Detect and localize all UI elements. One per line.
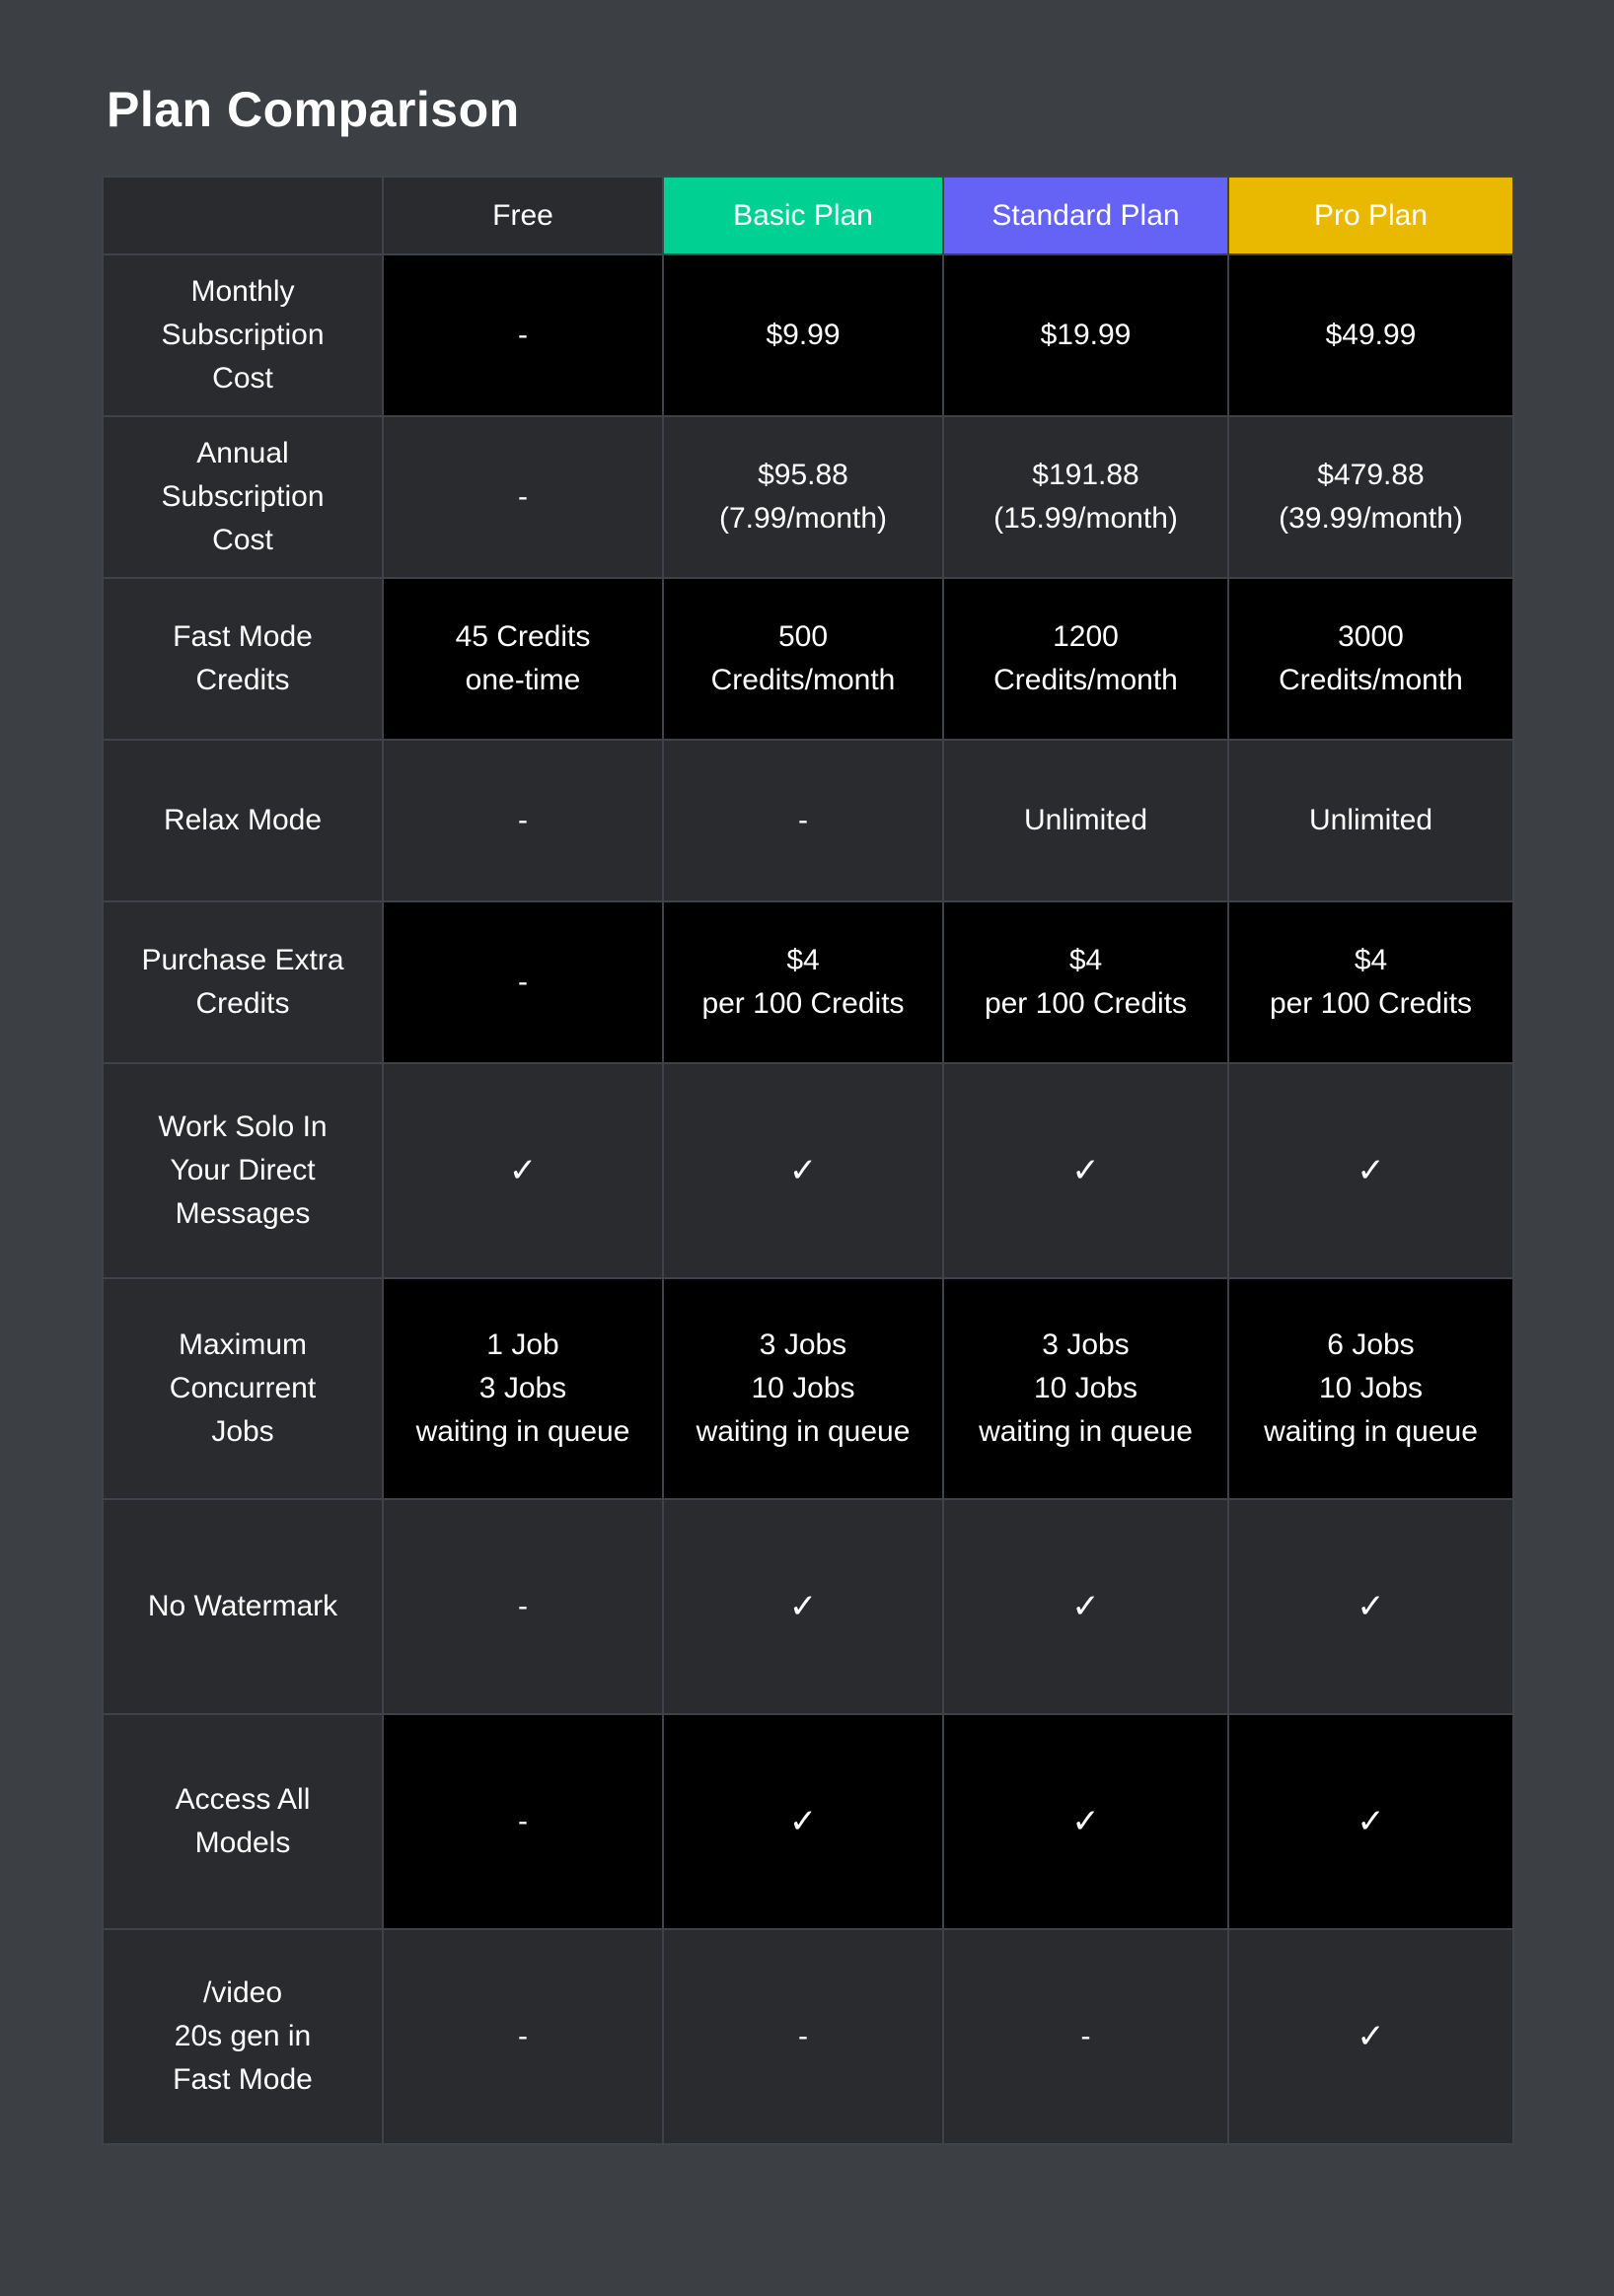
cell-value: 6 Jobs <box>1327 1328 1415 1361</box>
cell-pro <box>1228 740 1513 901</box>
cell-value: $479.88 <box>1317 459 1425 491</box>
cell-value: 10 Jobs <box>1033 1372 1138 1404</box>
feature-label-line: Work Solo In <box>158 1111 328 1143</box>
table-row <box>103 1063 1513 1278</box>
cell-value: (7.99/month) <box>718 502 888 535</box>
cell-value: 3 Jobs <box>759 1328 847 1361</box>
header-pro-plan: Pro Plan <box>1228 177 1513 254</box>
checkmark-icon: ✓ <box>1357 1588 1385 1625</box>
cell-value: 10 Jobs <box>1318 1372 1424 1404</box>
cell-value: $191.88 <box>1032 459 1139 491</box>
cell-free <box>383 254 663 416</box>
cell-standard <box>943 416 1228 578</box>
cell-value: 1 Job <box>486 1328 559 1361</box>
table-row <box>103 740 1513 901</box>
feature-label-line: Purchase Extra <box>141 944 344 976</box>
cell-value: Credits/month <box>993 664 1178 696</box>
feature-label <box>103 1278 383 1499</box>
cell-value: - <box>798 2020 808 2052</box>
cell-basic <box>663 1714 943 1929</box>
cell-value: 10 Jobs <box>751 1372 855 1404</box>
feature-label-line: 20s gen in <box>174 2020 312 2052</box>
cell-value: - <box>518 480 528 513</box>
feature-label-line: Cost <box>212 362 273 395</box>
cell-value: $95.88 <box>758 459 848 491</box>
cell-value: 1200 <box>1053 620 1119 653</box>
cell-value: 45 Credits <box>455 620 591 653</box>
header-free: Free <box>383 177 663 254</box>
cell-value: per 100 Credits <box>1269 987 1473 1020</box>
cell-basic <box>663 1063 943 1278</box>
feature-label-line: Fast Mode <box>173 620 313 653</box>
cell-value: 3 Jobs <box>478 1372 567 1404</box>
cell-value: - <box>518 1805 528 1837</box>
feature-label-line: Monthly <box>190 275 295 308</box>
cell-standard <box>943 578 1228 740</box>
feature-label-line: Subscription <box>161 480 325 513</box>
checkmark-icon: ✓ <box>1357 1152 1385 1189</box>
cell-standard <box>943 1278 1228 1499</box>
cell-value: - <box>518 966 528 998</box>
feature-label-line: Your Direct <box>170 1154 316 1186</box>
feature-label-line: /video <box>202 1976 283 2009</box>
cell-pro <box>1228 1714 1513 1929</box>
feature-label-line: Credits <box>195 987 290 1020</box>
cell-value: - <box>518 1590 528 1622</box>
cell-free <box>383 416 663 578</box>
cell-value: (15.99/month) <box>993 502 1178 535</box>
cell-value: - <box>518 319 528 351</box>
feature-label <box>103 901 383 1063</box>
cell-free <box>383 1278 663 1499</box>
checkmark-icon: ✓ <box>1071 1152 1100 1189</box>
checkmark-icon: ✓ <box>1071 1803 1100 1840</box>
cell-basic <box>663 1929 943 2144</box>
feature-label-line: Messages <box>175 1197 311 1230</box>
cell-value: per 100 Credits <box>984 987 1188 1020</box>
cell-free <box>383 1714 663 1929</box>
table-row <box>103 901 1513 1063</box>
cell-basic <box>663 901 943 1063</box>
feature-label <box>103 1929 383 2144</box>
cell-pro <box>1228 254 1513 416</box>
checkmark-icon: ✓ <box>788 1588 818 1625</box>
checkmark-icon: ✓ <box>1357 1803 1385 1840</box>
feature-label <box>103 740 383 901</box>
cell-value: (39.99/month) <box>1279 502 1463 535</box>
feature-label-line: Fast Mode <box>173 2063 313 2096</box>
feature-label <box>103 1499 383 1714</box>
header-feature-cell <box>103 177 383 254</box>
cell-pro <box>1228 416 1513 578</box>
cell-value: per 100 Credits <box>701 987 905 1020</box>
cell-basic <box>663 1278 943 1499</box>
cell-value: waiting in queue <box>1264 1415 1478 1448</box>
cell-standard <box>943 1714 1228 1929</box>
checkmark-icon: ✓ <box>1357 2018 1385 2055</box>
checkmark-icon: ✓ <box>508 1152 538 1189</box>
cell-value: waiting in queue <box>979 1415 1193 1448</box>
cell-value: Unlimited <box>1308 804 1433 836</box>
cell-free <box>383 740 663 901</box>
table-row <box>103 254 1513 416</box>
cell-pro <box>1228 1499 1513 1714</box>
cell-pro <box>1228 901 1513 1063</box>
table-row <box>103 1499 1513 1714</box>
cell-free <box>383 1063 663 1278</box>
cell-free <box>383 901 663 1063</box>
cell-standard <box>943 1063 1228 1278</box>
cell-value: 3000 <box>1338 620 1404 653</box>
cell-pro <box>1228 1063 1513 1278</box>
page-title: Plan Comparison <box>107 82 520 137</box>
cell-value: waiting in queue <box>415 1415 630 1448</box>
feature-label-line: No Watermark <box>147 1590 338 1622</box>
cell-value: Credits/month <box>1279 664 1463 696</box>
cell-value: $19.99 <box>1040 319 1132 351</box>
cell-value: $9.99 <box>766 319 841 351</box>
cell-free <box>383 1929 663 2144</box>
cell-value: $49.99 <box>1325 319 1417 351</box>
cell-value: 3 Jobs <box>1042 1328 1130 1361</box>
cell-basic <box>663 1499 943 1714</box>
feature-label <box>103 1714 383 1929</box>
table-row <box>103 578 1513 740</box>
cell-value: $4 <box>1068 944 1103 976</box>
cell-standard <box>943 901 1228 1063</box>
feature-label <box>103 1063 383 1278</box>
cell-value: 500 <box>777 620 829 653</box>
cell-free <box>383 1499 663 1714</box>
feature-label-line: Annual <box>196 437 289 469</box>
cell-value: - <box>798 804 808 836</box>
cell-value: $4 <box>1354 944 1388 976</box>
cell-standard <box>943 254 1228 416</box>
checkmark-icon: ✓ <box>788 1803 818 1840</box>
feature-label <box>103 254 383 416</box>
cell-value: waiting in queue <box>696 1415 911 1448</box>
cell-value: - <box>518 804 528 836</box>
feature-label-line: Jobs <box>211 1415 274 1448</box>
table-row <box>103 416 1513 578</box>
cell-basic <box>663 416 943 578</box>
cell-pro <box>1228 1929 1513 2144</box>
plan-comparison-table <box>102 176 1514 2145</box>
cell-basic <box>663 740 943 901</box>
table-row <box>103 1929 1513 2144</box>
header-basic-plan: Basic Plan <box>663 177 943 254</box>
cell-free <box>383 578 663 740</box>
feature-label-line: Access All <box>175 1783 311 1816</box>
feature-label-line: Concurrent <box>169 1372 317 1404</box>
cell-value: Unlimited <box>1023 804 1148 836</box>
cell-standard <box>943 740 1228 901</box>
cell-value: Credits/month <box>710 664 896 696</box>
cell-pro <box>1228 1278 1513 1499</box>
checkmark-icon: ✓ <box>1071 1588 1100 1625</box>
cell-standard <box>943 1929 1228 2144</box>
cell-value: one-time <box>465 664 581 696</box>
feature-label <box>103 416 383 578</box>
feature-label-line: Relax Mode <box>163 804 323 836</box>
cell-value: - <box>518 2020 528 2052</box>
header-standard-plan: Standard Plan <box>943 177 1228 254</box>
cell-basic <box>663 254 943 416</box>
cell-pro <box>1228 578 1513 740</box>
checkmark-icon: ✓ <box>788 1152 818 1189</box>
feature-label-line: Cost <box>212 524 273 556</box>
header-row <box>103 177 1513 254</box>
feature-label-line: Subscription <box>161 319 325 351</box>
feature-label-line: Models <box>194 1827 291 1859</box>
cell-value: $4 <box>786 944 820 976</box>
table-row <box>103 1714 1513 1929</box>
feature-label-line: Maximum <box>178 1328 307 1361</box>
feature-label-line: Credits <box>195 664 290 696</box>
feature-label <box>103 578 383 740</box>
table-row <box>103 1278 1513 1499</box>
table-body <box>103 254 1513 2144</box>
cell-basic <box>663 578 943 740</box>
cell-value: - <box>1080 2020 1091 2052</box>
cell-standard <box>943 1499 1228 1714</box>
